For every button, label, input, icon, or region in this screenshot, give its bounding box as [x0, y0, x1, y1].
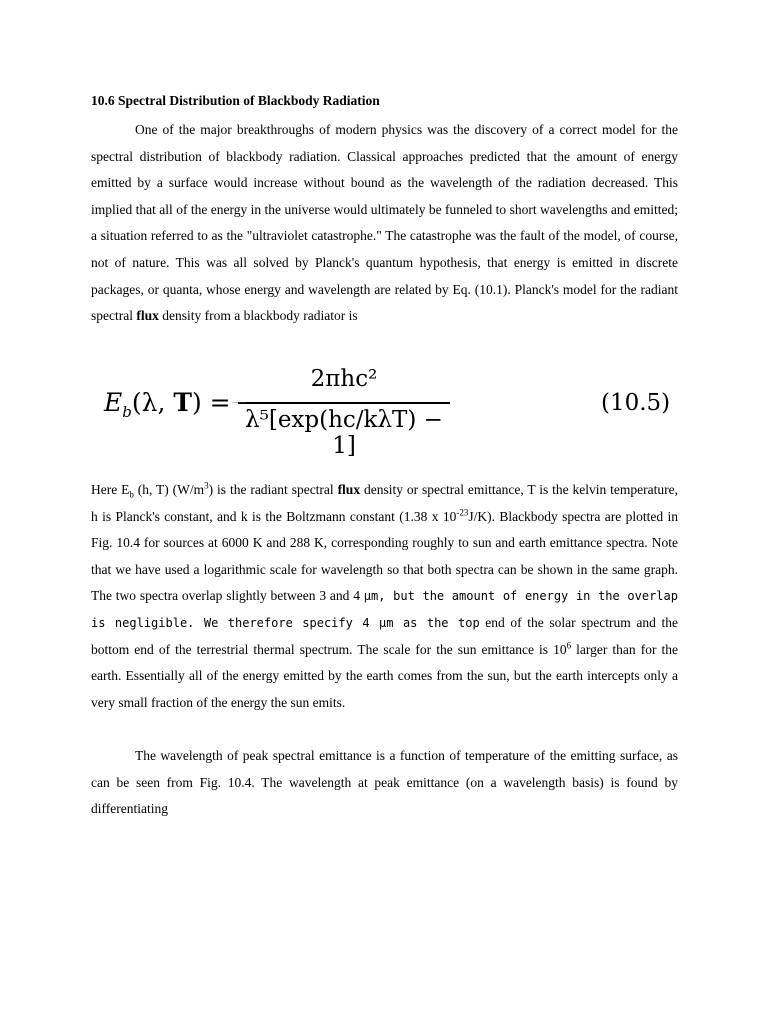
p2-text-5: J/K). Blackbody spectra are plotted in Fig. 10.4 for sources at 6000 K and 288 K, corresponding roughly to sun and earth emittance spectra. Note that we have used a logarithmic scale for wavelength so that both spectra can be shown in the same graph. The two spectra overlap slightly between 3 and 4 [91, 508, 678, 604]
p2-superscript-3: 3 [204, 480, 209, 491]
equation-numerator: 2πhc² [310, 366, 378, 392]
intro-flux-bold: flux [136, 308, 159, 324]
section-heading: 10.6 Spectral Distribution of Blackbody Radiation [91, 93, 380, 108]
equation-mark: ‾‾‾ [232, 402, 246, 412]
paragraph-explanation [91, 477, 678, 716]
equation-number: (10.5) [601, 390, 671, 416]
p2-subscript-b: b [129, 489, 134, 500]
equation-lhs: $E_b(\lambda$, T) = [104, 388, 231, 421]
p2-text-6: end of the solar spectrum and the bottom end of the terrestrial thermal spectrum. The scale for the sun emittance is 10 [91, 614, 678, 657]
p2-flux-bold: flux [337, 482, 361, 497]
p2-superscript-exp: -23 [456, 507, 469, 518]
p2-monospace-text: μm, but the amount of energy in the overlap is negligible. We therefore specify 4 μm as the top [91, 589, 678, 630]
equation-10-5 [104, 362, 684, 459]
equation-denominator: λ⁵[exp(hc/kλT) − 1] [245, 406, 443, 459]
p2-text-3: ) is the radiant spectral [208, 482, 338, 497]
intro-text-b: density from a blackbody radiator is [158, 308, 358, 324]
p3-text: The wavelength of peak spectral emittance is a function of temperature of the emitting surface, as can be seen from Fig. 10.4. The wavelength at peak emittance (on a wavelength basis) is found by differentiating [91, 748, 678, 817]
p2-text-7: larger than for the earth. Essentially all of the energy emitted by the earth comes from the sun, but the earth intercepts only a very small fraction of the energy the sun emits. [91, 641, 678, 710]
p2-text-1: Here E [91, 482, 130, 497]
p2-text-4: density or spectral emittance, T is the kelvin temperature, h is Planck's constant, and k is the Boltzmann constant (1.38 x 10 [91, 482, 678, 524]
fraction-bar [238, 402, 450, 404]
paragraph-intro [91, 117, 678, 330]
p2-superscript-6: 6 [566, 640, 572, 651]
p2-text-2: (h, T) (W/m [133, 482, 205, 497]
equation-fraction [238, 366, 450, 459]
intro-text-a: One of the major breakthroughs of modern physics was the discovery of a correct model for the spectral distribution of blackbody radiation. Classical approaches predicted that the amount of energy emitted by a surface would increase without bound as the wavelength of the radiation decreased. This implied that all of the energy in the universe would ultimately be funneled to short wavelengths and emitted; a situation referred to as the "ultraviolet catastrophe." The catastrophe was the fault of the model, of course, not of nature. This was all solved by Planck's quantum hypothesis, that energy is emitted in discrete packages, or quanta, whose energy and wavelength are related by Eq. (10.1). Planck's model for the radiant spectral [91, 122, 678, 324]
paragraph-peak [91, 743, 678, 823]
